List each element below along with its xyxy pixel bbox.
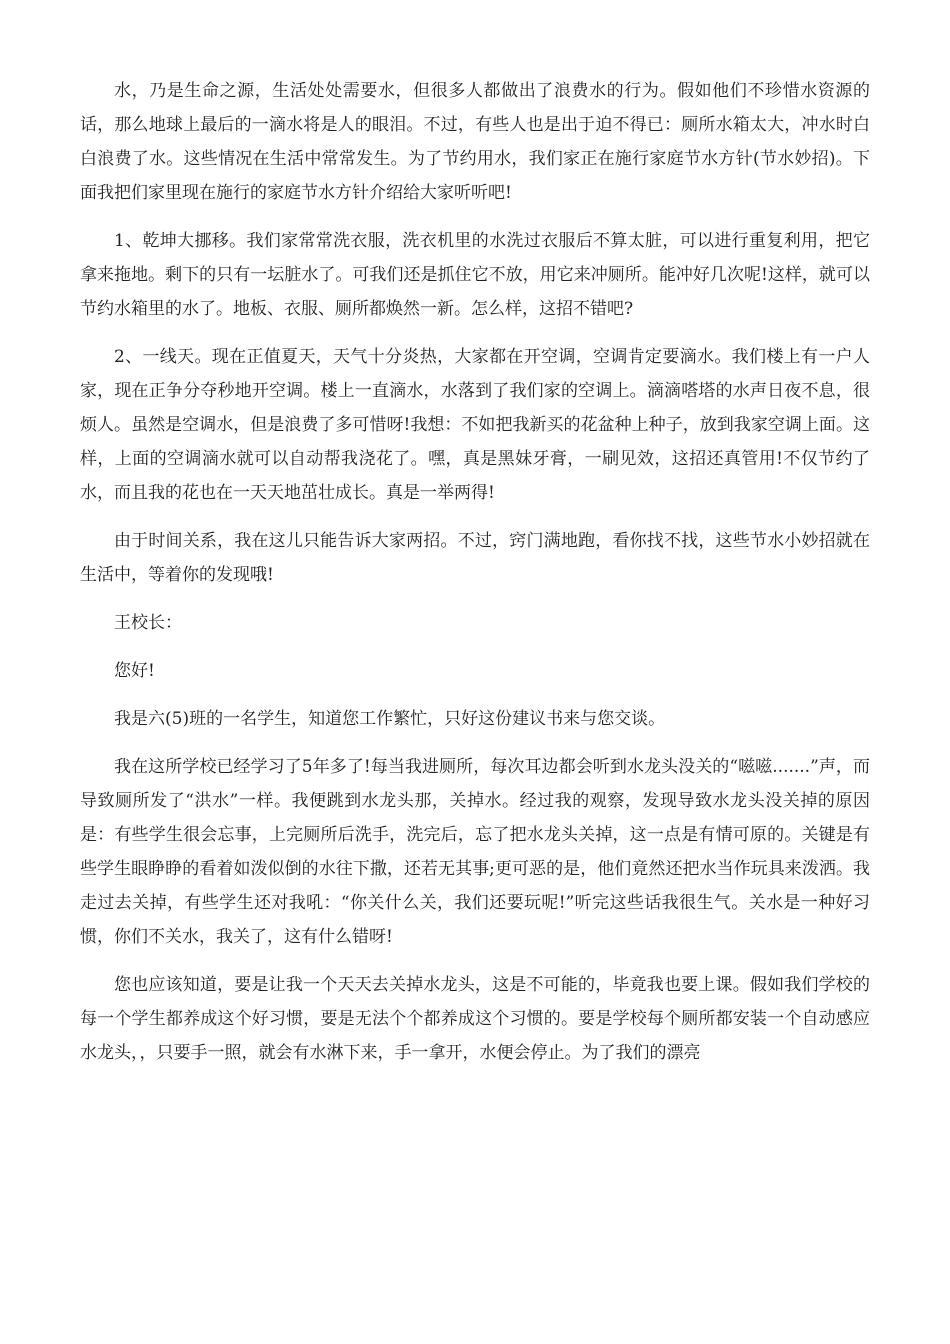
- letter-observation: 我在这所学校已经学习了5年多了!每当我进厕所，每次耳边都会听到水龙头没关的“嗞嗞.......”声，而导致厕所发了“洪水”一样。我便跳到水龙头那，关掉水。经过我的观察，发现导致水龙头没关掉的原因是：有些学生很会忘事，上完厕所后洗手，洗完后，忘了把水龙头关掉，这一点是有情可原的。关键是有些学生眼睁睁的看着如泼似倒的水往下撒，还若无其事;更可恶的是，他们竟然还把水当作玩具来泼洒。我走过去关掉，有些学生还对我吼：“你关什么关，我们还要玩呢!”听完这些话我很生气。关水是一种好习惯，你们不关水，我关了，这有什么错呀!: [80, 757, 870, 947]
- paragraph-tip-2: 2、一线天。现在正值夏天，天气十分炎热，大家都在开空调，空调肯定要滴水。我们楼上有一户人家，现在正争分夺秒地开空调。楼上一直滴水，水落到了我们家的空调上。滴滴嗒塔的水声日夜不息，很烦人。虽然是空调水，但是浪费了多可惜呀!我想：不如把我新买的花盆种上种子，放到我家空调上面。这样，上面的空调滴水就可以自动帮我浇花了。嘿，真是黑妹牙膏，一刷见效，这招还真管用!不仅节约了水，而且我的花也在一天天地茁壮成长。真是一举两得!: [80, 347, 870, 503]
- letter-greeting: 您好!: [114, 661, 155, 681]
- paragraph-tip-1: 1、乾坤大挪移。我们家常常洗衣服，洗衣机里的水洗过衣服后不算太脏，可以进行重复利用，把它拿来拖地。剩下的只有一坛脏水了。可我们还是抓住它不放，用它来冲厕所。能冲好几次呢!这样，就可以节约水箱里的水了。地板、衣服、厕所都焕然一新。怎么样，这招不错吧?: [80, 231, 870, 319]
- letter-salutation: 王校长：: [114, 613, 182, 633]
- letter-introduction: 我是六(5)班的一名学生，知道您工作繁忙，只好这份建议书来与您交谈。: [114, 709, 666, 729]
- paragraph-conclusion: 由于时间关系，我在这儿只能告诉大家两招。不过，窍门满地跑，看你找不找，这些节水小妙招就在生活中，等着你的发现哦!: [80, 531, 870, 585]
- letter-suggestion: 您也应该知道，要是让我一个天天去关掉水龙头，这是不可能的，毕竟我也要上课。假如我们学校的每一个学生都养成这个好习惯，要是无法个个都养成这个习惯的。要是学校每个厕所都安装一个自动感应水龙头，，只要手一照，就会有水淋下来，手一拿开，水便会停止。为了我们的漂亮: [80, 975, 870, 1063]
- document-body: [80, 74, 870, 1084]
- paragraph-intro: 水，乃是生命之源，生活处处需要水，但很多人都做出了浪费水的行为。假如他们不珍惜水资源的话，那么地球上最后的一滴水将是人的眼泪。不过，有些人也是出于迫不得已：厕所水箱太大，冲水时白白浪费了水。这些情况在生活中常常发生。为了节约用水，我们家正在施行家庭节水方针(节水妙招)。下面我把们家里现在施行的家庭节水方针介绍给大家听听吧!: [80, 81, 870, 203]
